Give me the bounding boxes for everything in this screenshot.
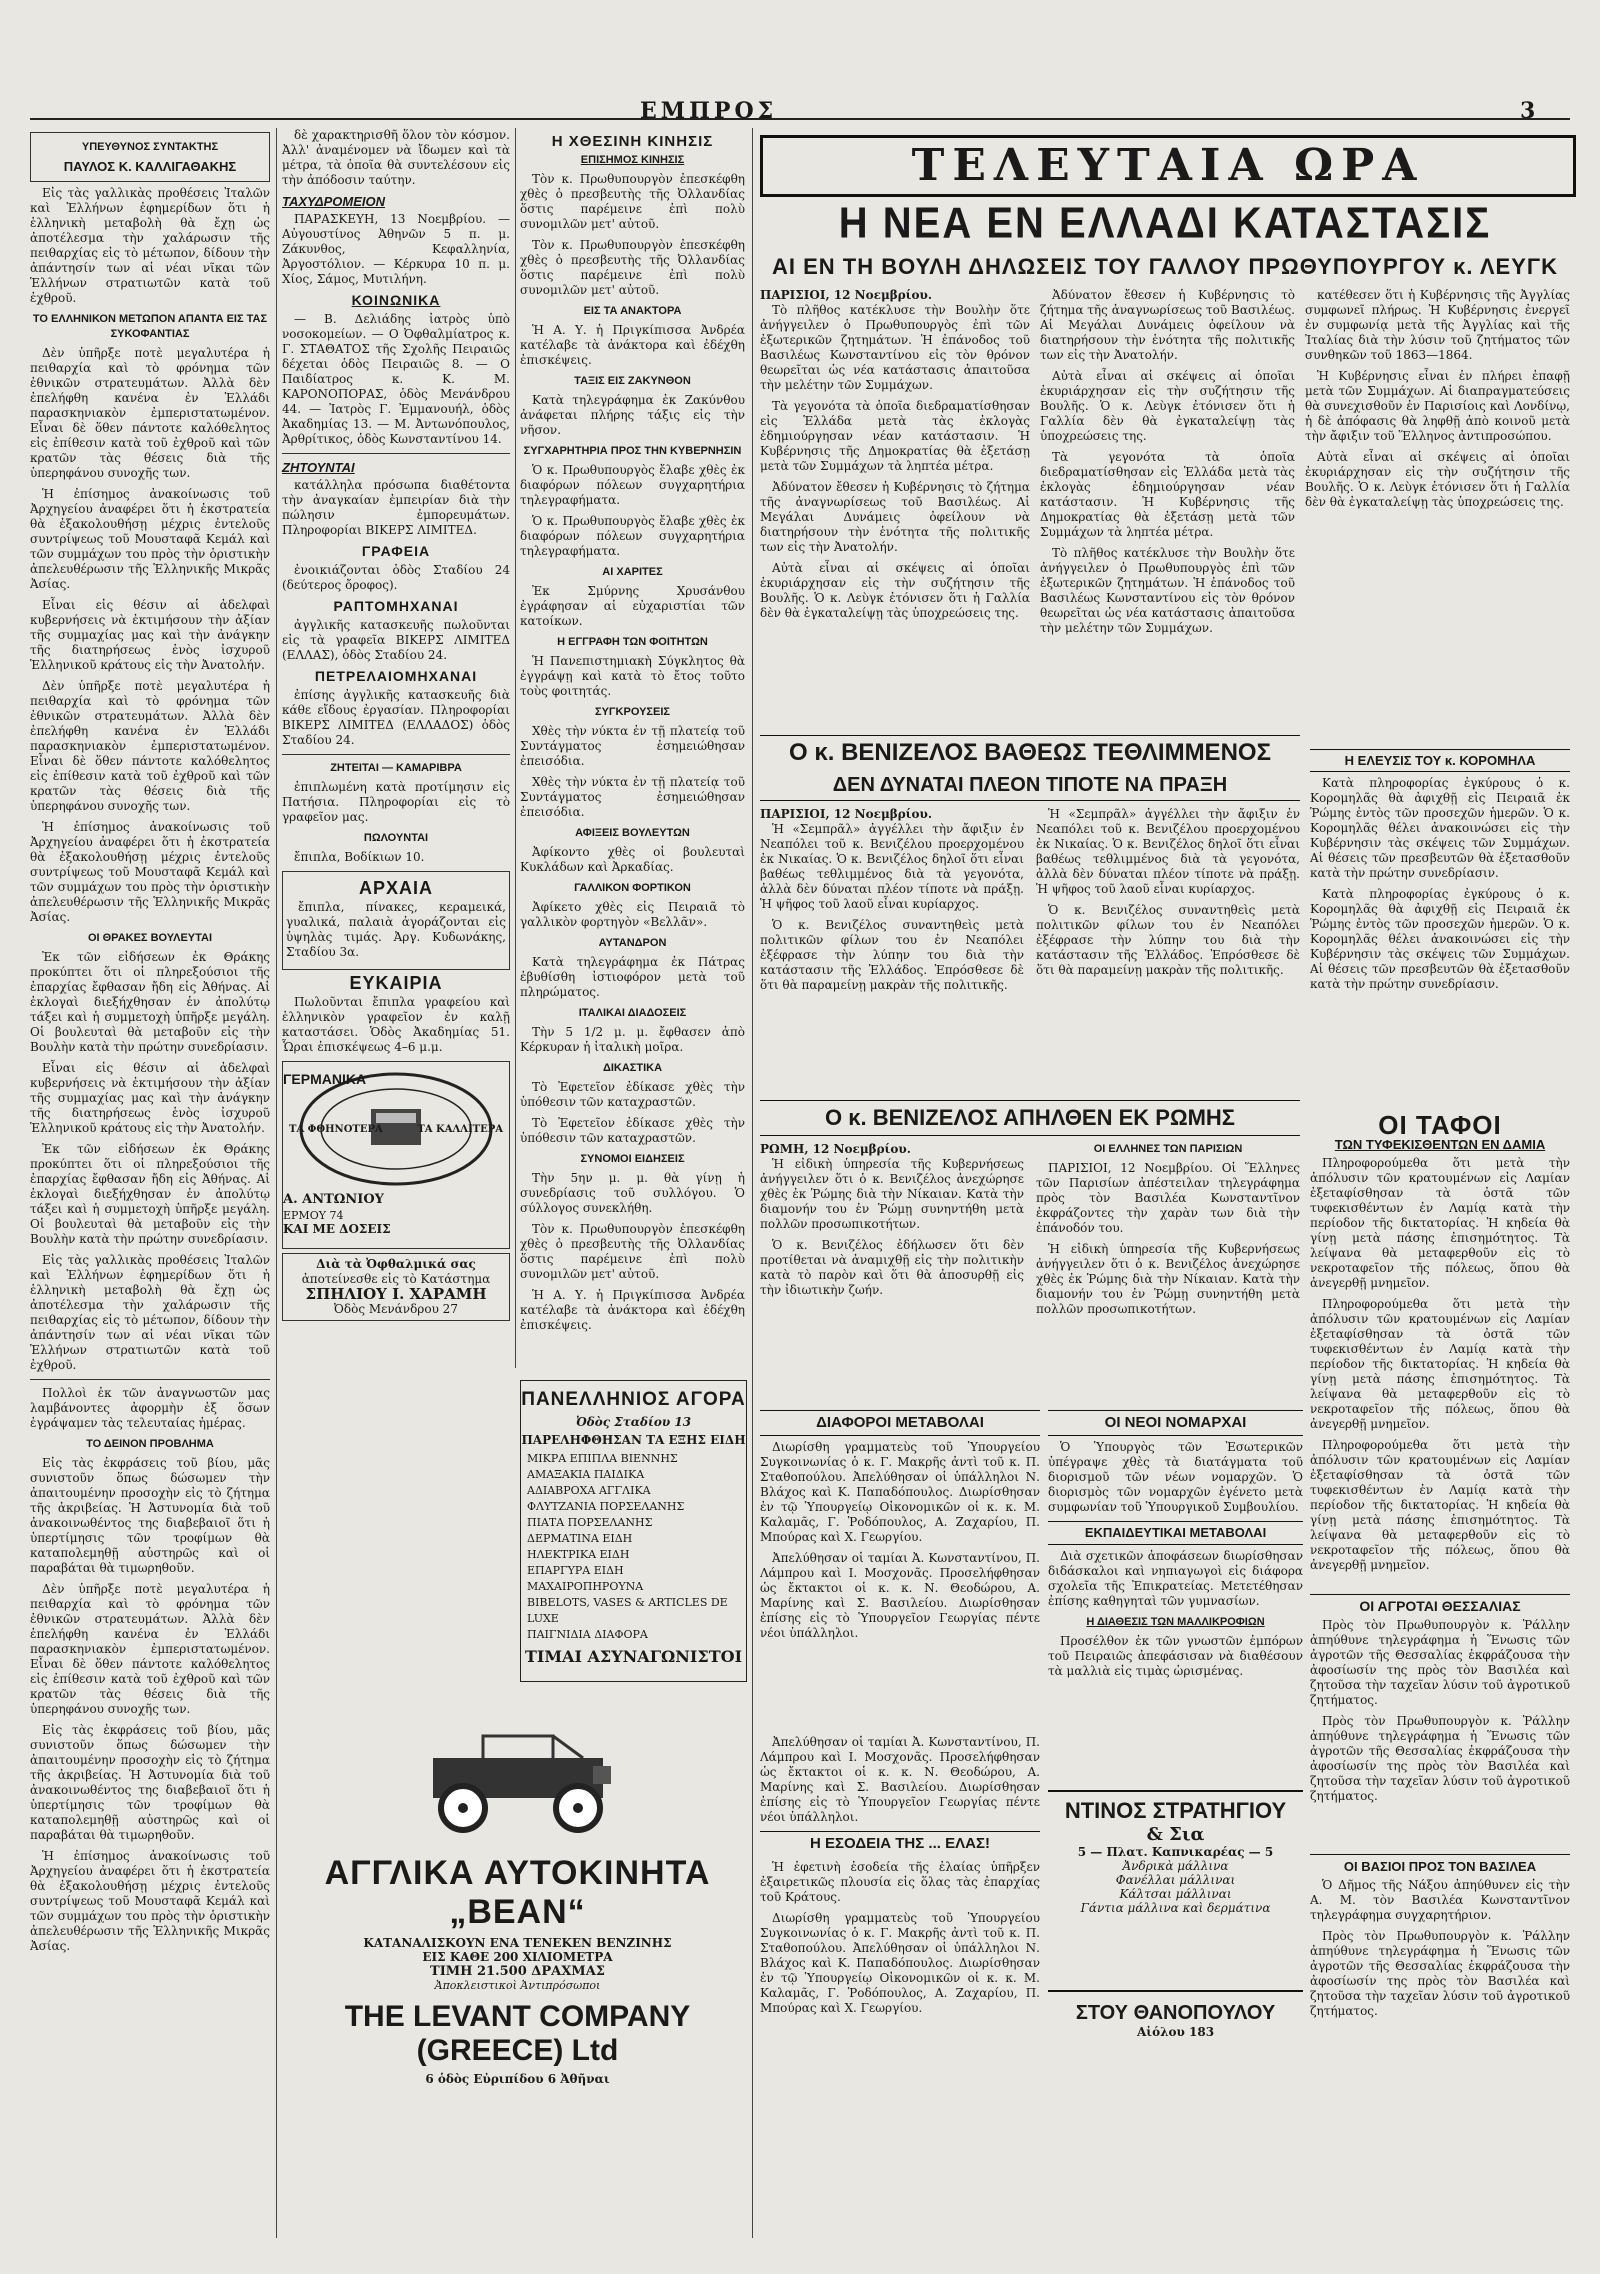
col1-para: Πολλοὶ ἐκ τῶν ἀναγνωστῶν μας λαμβάνοντες ἀφορμὴν ἐξ ὅσων ἐγράψαμεν τὰς τελευταίας ἡμέρας.: [30, 1386, 270, 1430]
king-article: [1310, 1850, 1570, 2070]
optical-ad: [282, 1253, 510, 1321]
news-heading: ΟΙ ΕΛΛΗΝΕΣ ΤΩΝ ΠΑΡΙΣΙΩΝ: [1093, 1143, 1243, 1155]
post-text: ΠΑΡΑΣΚΕΥΗ, 13 Νοεμβρίου. — Αὐγουστίνος Ἀθηνῶν 5 π. μ. Ζάκυνθος, Κεφαλληνία, Ἀργοστόλιον. — Κέρκυρα 10 π. μ. Χίος, Σάμος, Μυτιλήνη.: [282, 212, 510, 286]
news-heading: ΕΙΣ ΤΑ ΑΝΑΚΤΟΡΑ: [583, 305, 682, 317]
article-heading: Η ΕΣΟΔΕΙΑ ΤΗΣ ... ΕΛΑΣ!: [760, 1831, 1040, 1856]
news-text: Τὸ Ἐφετεῖον ἐδίκασε χθὲς τὴν ὑπόθεσιν τῶν καταχραστῶν.: [520, 1080, 745, 1109]
section-heading: Η ΧΘΕΣΙΝΗ ΚΙΝΗΣΙΣ: [551, 133, 714, 150]
market-item: BIBELOTS, VASES & ARTICLES DE LUXE: [527, 1596, 728, 1625]
article-text: Ἡ «Σεμπρᾶλ» ἀγγέλλει τὴν ἄφιξιν ἐν Νεαπόλει τοῦ κ. Βενιζέλου προερχομένου ἐκ Νικαίας. Ὁ κ. Βενιζέλος δηλοῖ ὅτι εἶναι βαθέως τεθλιμμένος διὰ τὰ γεγονότα, ἀλλὰ δὲν δύναται πλέον τίποτε νὰ πράξῃ. Ἡ ψῆφος τοῦ λαοῦ εἶναι κυρίαρχος.: [760, 822, 1024, 911]
divider: [282, 754, 510, 755]
market-item: ΔΕΡΜΑΤΙΝΑ ΕΙΔΗ: [527, 1532, 633, 1545]
graves-article: [1310, 1110, 1570, 1580]
optical-line: Ὀδὸς Μενάνδρου 27: [334, 1302, 458, 1316]
article-text: Πρὸς τὸν Πρωθυπουργὸν κ. Ῥάλλην ἀπηύθυνε τηλεγράφημα ἡ Ἕνωσις τῶν ἀγροτῶν τῆς Θεσσαλίας ἐκφράζουσα τὴν ἀφοσίωσίν της πρὸς τὸν Βασιλέα καὶ ζητοῦσα τὴν ταχεῖαν λύσιν τοῦ ἀγροτικοῦ ζητήματος.: [1310, 1618, 1570, 1707]
classified-text: ἐπίσης ἀγγλικῆς κατασκευῆς διὰ κάθε εἴδους ἐργασίαν. Πληροφορίαι ΒΙΚΕΡΣ ΛΙΜΙΤΕΔ (ΕΛΛΑΔΟΣ) ὁδὸς Σταδίου 24.: [282, 688, 510, 747]
news-text: Κατὰ τηλεγράφημα ἐκ Ζακύνθου ἀνάφεται πλήρης τάξις εἰς τὴν νῆσον.: [520, 393, 745, 437]
article-text: Κατὰ πληροφορίας ἐγκύρους ὁ κ. Κορομηλᾶς θὰ ἀφιχθῇ εἰς Πειραιᾶ ἐκ Ῥώμης ἐντὸς τῶν προσεχῶν ἡμερῶν. Ὁ κ. Κορομηλᾶς θέλει ἀνακοινώσει εἰς τὴν Κυβέρνησιν τὰς σκέψεις τῶν Συμμάχων. Αἱ θέσεις τῶν πρεσβευτῶν θὰ ἐξετασθοῦν κατὰ τὴν πρώτην συνεδρίασιν.: [1310, 887, 1570, 991]
stamp-tag: ΤΑ ΚΑΛΛΙΤΕΡΑ: [417, 1124, 503, 1135]
col2-para: δὲ χαρακτηρισθῆ ὅλον τὸν κόσμον. Ἀλλ' ἀναμένομεν νὰ ἴδωμεν καὶ τὰ μέτρα, τὰ ὁποῖα θὰ συντελέσουν εἰς τὴν ἀπόδοσιν ταύτην.: [282, 128, 510, 187]
subheading: ΕΠΙΣΗΜΟΣ ΚΙΝΗΣΙΣ: [580, 154, 685, 166]
col1-para: Δὲν ὑπῆρξε ποτὲ μεγαλυτέρα ἡ πειθαρχία καὶ τὸ φρόνημα τῶν ἐθνικῶν στρατευμάτων. Ἀλλὰ δὲν ἐπελήφθη κανένα ἐν Ἑλλάδι παρασκηνιακὸν ἐμπεριστατωμένον. Εἶναι δὲ ὅθεν πάντοτε καλόθελητος εἰς ἐπίθεσιν κατὰ τοῦ ἐχθροῦ καὶ τῶν κρατῶν τὰς θέσεις διὰ τῆς ὑπερηφάνου συνοχῆς των.: [30, 346, 270, 480]
article-text: Ὁ κ. Βενιζέλος συναντηθεὶς μετὰ πολιτικῶν φίλων του ἐν Νεαπόλει ἐξέφρασε τὴν λύπην του διὰ τὴν κατάστασιν τῆς Ἑλλάδος. Ἐπρόσθεσε δὲ ὅτι θὰ παραμείνῃ μακρὰν τῆς πολιτικῆς.: [1036, 903, 1300, 977]
article-text: Τὰ γεγονότα τὰ ὁποῖα διεδραματίσθησαν εἰς Ἑλλάδα μετὰ τὰς ἐκλογὰς ἐδημιούργησαν νέαν κατάστασιν. Ἡ Κυβέρνησις τῆς Δημοκρατίας θὰ ἐξετάσῃ μετὰ τῶν Συμμάχων τὰ ληπτέα μέτρα.: [1040, 450, 1295, 539]
news-text: Ἡ Α. Υ. ἡ Πριγκίπισσα Ἀνδρέα κατέλαβε τὰ ἀνάκτορα καὶ ἐδέχθη ἐπισκέψεις.: [520, 1288, 745, 1332]
car-ad: [290, 1710, 745, 2086]
misc-article: [760, 1410, 1040, 1730]
news-heading: ΣΥΓΚΡΟΥΣΕΙΣ: [594, 706, 670, 718]
column-rule: [276, 128, 277, 2238]
article-heading: ΟΙ ΑΓΡΟΤΑΙ ΘΕΣΣΑΛΙΑΣ: [1310, 1594, 1570, 1614]
market-item: ΜΙΚΡΑ ΕΠΙΠΛΑ ΒΙΕΝΝΗΣ: [527, 1452, 678, 1465]
car-line: ΚΑΤΑΝΑΛΙΣΚΟΥΝ ΕΝΑ ΤΕΝΕΚΕΝ ΒΕΝΖΙΝΗΣ: [363, 1936, 672, 1950]
article-heading: ΟΙ ΒΑΣΙΟΙ ΠΡΟΣ ΤΟΝ ΒΑΣΙΛΕΑ: [1310, 1854, 1570, 1874]
car-address: 6 ὁδὸς Εὐριπίδου 6 Ἀθῆναι: [425, 2072, 610, 2086]
venizelos-article-2: [760, 1100, 1300, 1400]
article-text: Αὐτὰ εἶναι αἱ σκέψεις αἱ ὁποῖαι ἐκυριάρχησαν εἰς τὴν συζήτησιν τῆς Βουλῆς. Ὁ κ. Λεὺγκ ἐτόνισεν ὅτι ἡ Γαλλία δὲν θὰ ἐγκαταλείψῃ τὰς ὑποχρεώσεις της.: [760, 561, 1030, 620]
classified-heading: ΠΕΤΡΕΛΑΙΟΜΗΧΑΝΑΙ: [314, 668, 478, 684]
staff-box: [30, 132, 270, 182]
classified-text: ἔπιπλα, Βοδίκιων 10.: [294, 850, 425, 864]
article-text: Ἀδύνατον ἔθεσεν ἡ Κυβέρνησις τὸ ζήτημα τῆς ἀναγνωρίσεως τοῦ Βασιλέως. Αἱ Μεγάλαι Δυνάμεις ὀφείλουν νὰ διατηρήσουν τὴν ἑνότητα τῆς πολιτικῆς των εἰς τὴν Ἀνατολήν.: [1040, 288, 1295, 362]
article-columns: [760, 807, 1300, 1087]
col1-para: Δὲν ὑπῆρξε ποτὲ μεγαλυτέρα ἡ πειθαρχία καὶ τὸ φρόνημα τῶν ἐθνικῶν στρατευμάτων. Ἀλλὰ δὲν ἐπελήφθη κανένα ἐν Ἑλλάδι παρασκηνιακὸν ἐμπεριστατωμένον. Εἶναι δὲ ὅθεν πάντοτε καλόθελητος εἰς ἐπίθεσιν κατὰ τοῦ ἐχθροῦ καὶ τῶν κρατῶν τὰς θέσεις διὰ τῆς ὑπερηφάνου συνοχῆς των.: [30, 679, 270, 813]
classified-heading: ΡΑΠΤΟΜΗΧΑΝΑΙ: [333, 598, 459, 614]
article-text: Ἀδύνατον ἔθεσεν ἡ Κυβέρνησις τὸ ζήτημα τῆς ἀναγνωρίσεως τοῦ Βασιλέως. Αἱ Μεγάλαι Δυνάμεις ὀφείλουν νὰ διατηρήσουν τὴν ἑνότητα τῆς πολιτικῆς των εἰς τὴν Ἀνατολήν.: [760, 480, 1030, 554]
article-text: Ἡ «Σεμπρᾶλ» ἀγγέλλει τὴν ἄφιξιν ἐν Νεαπόλει τοῦ κ. Βενιζέλου προερχομένου ἐκ Νικαίας. Ὁ κ. Βενιζέλος δηλοῖ ὅτι εἶναι βαθέως τεθλιμμένος διὰ τὰ γεγονότα, ἀλλὰ δὲν δύναται πλέον τίποτε νὰ πράξῃ. Ἡ ψῆφος τοῦ λαοῦ εἶναι κυρίαρχος.: [1036, 807, 1300, 896]
shop-ad: [1048, 1790, 1303, 1982]
article-text: Ἀπελύθησαν οἱ ταμίαι Ἀ. Κωνσταντίνου, Π. Λάμπρου καὶ Ι. Μοσχονᾶς. Προσελήφθησαν ὡς ἔκτακτοι οἱ κ. κ. Ν. Θεοδώρου, Α. Μαρίνης καὶ Σ. Βασιλείου. Διωρίσθησαν ἐπίσης εἰς τὸ Ὑπουργεῖον Γεωργίας πέντε νέοι ὑπάλληλοι.: [760, 1551, 1040, 1640]
column-1: [30, 128, 270, 2248]
market-ad: [520, 1380, 747, 1682]
article-heading: Η ΔΙΑΘΕΣΙΣ ΤΩΝ ΜΑΛΛΙΚΡΟΦΙΩΝ: [1086, 1616, 1265, 1628]
column-rule: [752, 128, 753, 2238]
article-text: Τὸ πλῆθος κατέκλυσε τὴν Βουλὴν ὅτε ἀνήγγειλεν ὁ Πρωθυπουργὸς ἐπὶ τῶν ἐξωτερικῶν ζητημάτων. Ἡ ἐπάνοδος τοῦ Βασιλέως Κωνσταντίνου εἰς τὸν θρόνον θεωρεῖται ὡς νέα κατάστασις ἀπαιτοῦσα τὴν μελέτην τῶν Συμμάχων.: [1040, 546, 1295, 635]
optical-line: ΣΠΗΛΙΟΥ Ι. ΧΑΡΑΜΗ: [305, 1285, 487, 1303]
col1-para: Δὲν ὑπῆρξε ποτὲ μεγαλυτέρα ἡ πειθαρχία καὶ τὸ φρόνημα τῶν ἐθνικῶν στρατευμάτων. Ἀλλὰ δὲν ἐπελήφθη κανένα ἐν Ἑλλάδι παρασκηνιακὸν ἐμπεριστατωμένον. Εἶναι δὲ ὅθεν πάντοτε καλόθελητος εἰς ἐπίθεσιν κατὰ τοῦ ἐχθροῦ καὶ τῶν κρατῶν τὰς θέσεις διὰ τῆς ὑπερηφάνου συνοχῆς των.: [30, 1582, 270, 1716]
car-line: ΕΙΣ ΚΑΘΕ 200 ΧΙΛΙΟΜΕΤΡΑ: [422, 1950, 613, 1964]
news-heading: ΑΙ ΧΑΡΙΤΕΣ: [602, 566, 663, 578]
news-text: Ἀφίκετο χθὲς εἰς Πειραιᾶ τὸ γαλλικὸν φορτηγὸν «Βελλᾶν».: [520, 900, 745, 929]
post-heading: ΤΑΧΥΔΡΟΜΕΙΟΝ: [282, 194, 385, 209]
side-heading: ΟΙ ΘΡΑΚΕΣ ΒΟΥΛΕΥΤΑΙ: [87, 932, 213, 944]
classified-text: ἀγγλικῆς κατασκευῆς πωλοῦνται εἰς τὰ γραφεῖα ΒΙΚΕΡΣ ΛΙΜΙΤΕΔ (ΕΛΛΑΣ), ὁδὸς Σταδίου 24.: [282, 618, 510, 662]
col1-para: Ἡ ἐπίσημος ἀνακοίνωσις τοῦ Ἀρχηγείου ἀναφέρει ὅτι ἡ ἐκστρατεία θὰ ἐξακολουθήσῃ μέχρις ἐντελοῦς συντρίψεως τοῦ Μουσταφᾶ Κεμάλ καὶ τῶν συμμάχων του πρὸς τὴν ὁριστικὴν ἀπελευθέρωσιν τῆς Ἑλληνικῆς Μικρᾶς Ἀσίας.: [30, 487, 270, 591]
shop-address: 5 — Πλατ. Καπνικαρέας — 5: [1077, 1845, 1274, 1859]
article-text: Πληροφορούμεθα ὅτι μετὰ τὴν ἀπόλυσιν τῶν κρατουμένων εἰς Λαμίαν ἐξεταφίσθησαν τὰ ὀστᾶ τῶν τυφεκισθέντων ἐν Λαμίᾳ κατὰ τὴν περίοδον τῆς δικτατορίας. Ἡ κηδεία θὰ γίνῃ μετὰ πάσης ἐπισημότητος. Τὰ λείψανα θὰ μεταφερθοῦν εἰς τὸ νεκροταφεῖον τῆς πόλεως, ὅπου θὰ ἀνεγερθῇ μνημεῖον.: [1310, 1297, 1570, 1431]
article-text: Διὰ σχετικῶν ἀποφάσεων διωρίσθησαν διδάσκαλοι καὶ νηπιαγωγοὶ εἰς διάφορα σχολεῖα τῆς Ἐπικρατείας. Μετετέθησαν ἐπίσης καθηγηταὶ τῶν γυμνασίων.: [1048, 1549, 1303, 1608]
article-text: Τὸ πλῆθος κατέκλυσε τὴν Βουλὴν ὅτε ἀνήγγειλεν ὁ Πρωθυπουργὸς ἐπὶ τῶν ἐξωτερικῶν ζητημάτων. Ἡ ἐπάνοδος τοῦ Βασιλέως Κωνσταντίνου εἰς τὸν θρόνον θεωρεῖται ὡς νέα κατάστασις ἀπαιτοῦσα τὴν μελέτην τῶν Συμμάχων.: [760, 303, 1030, 392]
col3-para: Τὸν κ. Πρωθυπουργὸν ἐπεσκέφθη χθὲς ὁ πρεσβευτὴς τῆς Ὀλλανδίας ὅστις παρέμεινε ἐπὶ πολὺ συνομιλῶν μετ' αὐτοῦ.: [520, 172, 745, 231]
news-heading: ΔΙΚΑΣΤΙΚΑ: [602, 1062, 663, 1074]
sub-headline: ΑΙ ΕΝ ΤΗ ΒΟΥΛΗ ΔΗΛΩΣΕΙΣ ΤΟΥ ΓΑΛΛΟΥ ΠΡΩΘΥΠΟΥΡΓΟΥ κ. ΛΕΥΓΚ: [772, 254, 1558, 279]
article-text: Ὁ κ. Βενιζέλος συναντηθεὶς μετὰ πολιτικῶν φίλων του ἐν Νεαπόλει ἐξέφρασε τὴν λύπην του διὰ τὴν κατάστασιν τῆς Ἑλλάδος. Ἐπρόσθεσε δὲ ὅτι θὰ παραμείνῃ μακρὰν τῆς πολιτικῆς.: [760, 918, 1024, 992]
classified-heading: ΠΩΛΟΥΝΤΑΙ: [363, 832, 429, 844]
article-heading: ΟΙ ΝΕΟΙ ΝΟΜΑΡΧΑΙ: [1048, 1410, 1303, 1436]
article-text: Πρὸς τὸν Πρωθυπουργὸν κ. Ῥάλλην ἀπηύθυνε τηλεγράφημα ἡ Ἕνωσις τῶν ἀγροτῶν τῆς Θεσσαλίας ἐκφράζουσα τὴν ἀφοσίωσίν της πρὸς τὸν Βασιλέα καὶ ζητοῦσα τὴν ταχεῖαν λύσιν τοῦ ἀγροτικοῦ ζητήματος.: [1310, 1714, 1570, 1803]
news-text: Ἐκ Σμύρνης Χρυσάνθου ἐγράφησαν αἱ εὐχαριστίαι τῶν κατοίκων.: [520, 584, 745, 628]
market-item: ΜΑΧΑΙΡΟΠΗΡΟΥΝΑ: [527, 1580, 644, 1593]
car-illustration: [393, 1718, 643, 1838]
side-heading: ΤΟ ΕΛΛΗΝΙΚΟΝ ΜΕΤΩΠΟΝ ΑΠΑΝΤΑ ΕΙΣ ΤΑΣ ΣΥΚΟΦΑΝΤΙΑΣ: [32, 313, 268, 340]
col1-para: Ἡ ἐπίσημος ἀνακοίνωσις τοῦ Ἀρχηγείου ἀναφέρει ὅτι ἡ ἐκστρατεία θὰ ἐξακολουθήσῃ μέχρις ἐντελοῦς συντρίψεως τοῦ Μουσταφᾶ Κεμάλ καὶ τῶν συμμάχων του πρὸς τὴν ὁριστικὴν ἀπελευθέρωσιν τῆς Ἑλληνικῆς Μικρᾶς Ἀσίας.: [30, 1849, 270, 1953]
classified-text: ἐπιπλωμένη κατὰ προτίμησιν εἰς Πατήσια. Πληροφορίαι εἰς τὸ γραφεῖον μας.: [282, 780, 510, 824]
news-text: Τὴν 5ην μ. μ. θὰ γίνῃ ἡ συνεδρίασις τοῦ συλλόγου. Ὁ σύλλογος συνεκλήθη.: [520, 1171, 745, 1215]
article-text: Ὁ Δῆμος τῆς Νάξου ἀπηύθυνεν εἰς τὴν Α. Μ. τὸν Βασιλέα Κωνσταντῖνον τηλεγράφημα συγχαρητήριον.: [1310, 1878, 1570, 1922]
news-text: Τὸν κ. Πρωθυπουργὸν ἐπεσκέφθη χθὲς ὁ πρεσβευτὴς τῆς Ὀλλανδίας ὅστις παρέμεινε ἐπὶ πολὺ συνομιλῶν μετ' αὐτοῦ.: [520, 1222, 745, 1281]
news-heading: ΙΤΑΛΙΚΑΙ ΔΙΑΔΟΣΕΙΣ: [578, 1007, 687, 1019]
article-text: Ἡ εἰδικὴ ὑπηρεσία τῆς Κυβερνήσεως ἀνήγγειλεν ὅτι ὁ κ. Βενιζέλος ἀνεχώρησε χθὲς ἐκ Ῥώμης διὰ τὴν Νίκαιαν. Κατὰ τὴν διαμονήν του ἐν Ῥώμῃ συνηντήθη μετὰ πολλῶν προσωπικοτήτων.: [1036, 1242, 1300, 1316]
article-text: Πληροφορούμεθα ὅτι μετὰ τὴν ἀπόλυσιν τῶν κρατουμένων εἰς Λαμίαν ἐξεταφίσθησαν τὰ ὀστᾶ τῶν τυφεκισθέντων ἐν Λαμίᾳ κατὰ τὴν περίοδον τῆς δικτατορίας. Ἡ κηδεία θὰ γίνῃ μετὰ πάσης ἐπισημότητος. Τὰ λείψανα θὰ μεταφερθοῦν εἰς τὸ νεκροταφεῖον τῆς πόλεως, ὅπου θὰ ἀνεγερθῇ μνημεῖον.: [1310, 1438, 1570, 1572]
col1-para: Εἶναι εἰς θέσιν αἱ ἀδελφαὶ κυβερνήσεις νὰ ἐκτιμήσουν τὴν ἀξίαν τῆς συμμαχίας μας καὶ τὴν ἀνάγκην τῆς διατηρήσεως ἑνὸς ἰσχυροῦ Ἑλληνικοῦ κράτους εἰς τὴν Ἀνατολήν.: [30, 1061, 270, 1135]
news-text: Κατὰ τηλεγράφημα ἐκ Πάτρας ἐβυθίσθη ἰστιοφόρον μετὰ τοῦ πληρώματος.: [520, 955, 745, 999]
news-text: Χθὲς τὴν νύκτα ἐν τῇ πλατείᾳ τοῦ Συντάγματος ἐσημειώθησαν ἐπεισόδια.: [520, 724, 745, 768]
news-heading: ΤΑΞΙΣ ΕΙΣ ΖΑΚΥΝΘΟΝ: [574, 375, 691, 387]
car-title: ΑΓΓΛΙΚΑ ΑΥΤΟΚΙΝΗΤΑ „BEAN“: [324, 1854, 711, 1931]
page-number: 3: [1520, 98, 1536, 124]
news-text: Ἡ Α. Υ. ἡ Πριγκίπισσα Ἀνδρέα κατέλαβε τὰ ἀνάκτορα καὶ ἐδέχθη ἐπισκέψεις.: [520, 323, 745, 367]
classified-heading: ΖΗΤΟΥΝΤΑΙ: [282, 460, 355, 475]
article-text: Αὐτὰ εἶναι αἱ σκέψεις αἱ ὁποῖαι ἐκυριάρχησαν εἰς τὴν συζήτησιν τῆς Βουλῆς. Ὁ κ. Λεὺγκ ἐτόνισεν ὅτι ἡ Γαλλία δὲν θὰ ἐγκαταλείψῃ τὰς ὑποχρεώσεις της.: [1305, 450, 1570, 509]
news-text: Τὸ Ἐφετεῖον ἐδίκασε χθὲς τὴν ὑπόθεσιν τῶν καταχραστῶν.: [520, 1116, 745, 1145]
col1-para: Εἰς τὰς ἐκφράσεις τοῦ βίου, μᾶς συνιστοῦν ὅπως δώσωμεν τὴν ἀπαιτουμένην προσοχὴν εἰς τὸ ζήτημα τῆς ἀκριβείας. Ἡ Ἀστυνομία διὰ τοῦ ἀνακοινωθέντος της διαβεβαιοῖ ὅτι ἡ ὑπερτίμησις τῶν τροφίμων θὰ καταπολεμηθῇ αὐστηρῶς καὶ οἱ παραβάται θὰ τιμωρηθοῦν.: [30, 1456, 270, 1575]
article-text: Ὁ κ. Βενιζέλος ἐδήλωσεν ὅτι δὲν προτίθεται νὰ ἀναμιχθῇ εἰς τὴν πολιτικὴν κατὰ τὸ παρὸν καὶ ὅτι θὰ ἀποσυρθῇ εἰς τὴν ἰδιωτικὴν ζωήν.: [760, 1238, 1024, 1297]
market-address: Ὀδὸς Σταδίου 13: [575, 1415, 692, 1429]
shop-line: Φανέλλαι μάλλιναι: [1115, 1873, 1236, 1887]
classified-text: κατάλληλα πρόσωπα διαθέτοντα τὴν ἀναγκαίαν ἐμπειρίαν διὰ τὴν πώλησιν ἐμπορευμάτων. Πληροφορίαι ΒΙΚΕΡΣ ΛΙΜΙΤΕΔ.: [282, 478, 510, 537]
shop-line: Ἀνδρικὰ μάλλινα: [1122, 1859, 1229, 1873]
market-subtitle: ΠΑΡΕΛΗΦΘΗΣΑΝ ΤΑ ΕΞΗΣ ΕΙΔΗ: [521, 1433, 746, 1447]
article-heading: ΕΚΠΑΙΔΕΥΤΙΚΑΙ ΜΕΤΑΒΟΛΑΙ: [1048, 1521, 1303, 1545]
column-3: [520, 128, 745, 1368]
col1-para: Εἶναι εἰς θέσιν αἱ ἀδελφαὶ κυβερνήσεις νὰ ἐκτιμήσουν τὴν ἀξίαν τῆς συμμαχίας μας καὶ τὴν ἀνάγκην τῆς διατηρήσεως ἑνὸς ἰσχυροῦ Ἑλληνικοῦ κράτους εἰς τὴν Ἀνατολήν.: [30, 598, 270, 672]
main-headline: Η ΝΕΑ ΕΝ ΕΛΛΑΔΙ ΚΑΤΑΣΤΑΣΙΣ: [838, 198, 1492, 248]
divider: [30, 1379, 270, 1380]
col1-para: Ἡ ἐπίσημος ἀνακοίνωσις τοῦ Ἀρχηγείου ἀναφέρει ὅτι ἡ ἐκστρατεία θὰ ἐξακολουθήσῃ μέχρις ἐντελοῦς συντρίψεως τοῦ Μουσταφᾶ Κεμάλ καὶ τῶν συμμάχων του πρὸς τὴν ὁριστικὴν ἀπελευθέρωσιν τῆς Ἑλληνικῆς Μικρᾶς Ἀσίας.: [30, 820, 270, 924]
article-text: Πληροφορούμεθα ὅτι μετὰ τὴν ἀπόλυσιν τῶν κρατουμένων εἰς Λαμίαν ἐξεταφίσθησαν τὰ ὀστᾶ τῶν τυφεκισθέντων ἐν Λαμίᾳ κατὰ τὴν περίοδον τῆς δικτατορίας. Ἡ κηδεία θὰ γίνῃ μετὰ πάσης ἐπισημότητος. Τὰ λείψανα θὰ μεταφερθοῦν εἰς τὸ νεκροταφεῖον τῆς πόλεως, ὅπου θὰ ἀνεγερθῇ μνημεῖον.: [1310, 1156, 1570, 1290]
stamp-address: ΕΡΜΟΥ 74: [283, 1209, 344, 1222]
article-text: ΠΑΡΙΣΙΟΙ, 12 Νοεμβρίου. Οἱ Ἕλληνες τῶν Παρισίων ἀπέστειλαν τηλεγράφημα πρὸς τὸν Βασιλέα Κωνσταντῖνον ἐκφράζοντες τὴν χαρὰν των διὰ τὴν ἐπάνοδόν του.: [1036, 1161, 1300, 1235]
article-text: Πρὸς τὸν Πρωθυπουργὸν κ. Ῥάλλην ἀπηύθυνε τηλεγράφημα ἡ Ἕνωσις τῶν ἀγροτῶν τῆς Θεσσαλίας ἐκφράζουσα τὴν ἀφοσίωσίν της πρὸς τὸν Βασιλέα καὶ ζητοῦσα τὴν ταχεῖαν λύσιν τοῦ ἀγροτικοῦ ζητήματος.: [1310, 1929, 1570, 2018]
car-line: ΤΙΜΗ 21.500 ΔΡΑΧΜΑΣ: [430, 1964, 605, 1979]
market-item: ΦΛΥΤΖΑΝΙΑ ΠΟΡΣΕΛΑΝΗΣ: [527, 1500, 685, 1513]
news-text: Χθὲς τὴν νύκτα ἐν τῇ πλατείᾳ τοῦ Συντάγματος ἐσημειώθησαν ἐπεισόδια.: [520, 775, 745, 819]
article-text: Ὁ Ὑπουργὸς τῶν Ἐσωτερικῶν ὑπέγραψε χθὲς τὰ διατάγματα τοῦ διορισμοῦ τῶν νέων νομαρχῶν. Ὁ διορισμὸς τῶν νομαρχῶν ἐγένετο μετὰ συμφωνίαν τοῦ Ὑπουργικοῦ Συμβουλίου.: [1048, 1440, 1303, 1514]
article-text: Αὐτὰ εἶναι αἱ σκέψεις αἱ ὁποῖαι ἐκυριάρχησαν εἰς τὴν συζήτησιν τῆς Βουλῆς. Ὁ κ. Λεὺγκ ἐτόνισεν ὅτι ἡ Γαλλία δὲν θὰ ἐγκαταλείψῃ τὰς ὑποχρεώσεις της.: [1040, 369, 1295, 443]
right-col-a: [760, 288, 1030, 728]
news-text: Τὴν 5 1/2 μ. μ. ἔφθασεν ἀπὸ Κέρκυραν ἡ ἰταλικὴ μοῖρα.: [520, 1025, 745, 1054]
banner-headline: ΤΕΛΕΥΤΑΙΑ ΩΡΑ: [760, 135, 1576, 197]
news-text: Ὁ κ. Πρωθυπουργὸς ἔλαβε χθὲς ἐκ διαφόρων πόλεων συγχαρητήρια τηλεγραφήματα.: [520, 514, 745, 558]
shop-name: ΝΤΙΝΟΣ ΣΤΡΑΤΗΓΙΟΥ: [1064, 1798, 1287, 1823]
stamp-name: Α. ΑΝΤΩΝΙΟΥ: [283, 1192, 384, 1207]
classified-text: ἐνοικιάζονται ὁδὸς Σταδίου 24 (δεύτερος ὄροφος).: [282, 563, 510, 592]
article-text: Ἡ ἐφετινὴ ἐσοδεία τῆς ἐλαίας ὑπῆρξεν ἐξαιρετικῶς πλουσία εἰς ὅλας τὰς ἐπαρχίας τοῦ Κράτους.: [760, 1860, 1040, 1904]
shop2-ad: [1048, 1990, 1303, 2072]
optical-line: Διὰ τὰ Ὀφθαλμικά σας: [316, 1257, 476, 1271]
news-text: Ἀφίκοντο χθὲς οἱ βουλευταὶ Κυκλάδων καὶ Ἀρκαδίας.: [520, 845, 745, 874]
stamp-brand: ΓΕΡΜΑΝΙΚΑ: [283, 1071, 367, 1087]
masthead-name: ΕΜΠΡΟΣ: [640, 98, 778, 124]
col1-para: Εἰς τὰς γαλλικὰς προθέσεις Ἰταλῶν καὶ Ἑλλήνων ἐφημερίδων ὅτι ἡ ἑλληνικὴ μεταβολὴ θὰ ἔχῃ ὡς ἀποτέλεσμα τὴν χαλάρωσιν τῆς πειθαρχίας εἰς τὸ μέτωπον, δίδουν τὴν ἀπάντησίν των αἱ νέαι νῖκαι τῶν Ἑλλήνων στρατιωτῶν κατὰ τοῦ ἐχθροῦ.: [30, 186, 270, 305]
nomarchs-article: [1048, 1410, 1303, 1770]
classified-heading: ΓΡΑΦΕΙΑ: [361, 543, 431, 559]
article-text: Διωρίσθη γραμματεὺς τοῦ Ὑπουργείου Συγκοινωνίας ὁ κ. Γ. Μακρῆς ἀντὶ τοῦ κ. Π. Σταθοπούλου. Ἀπελύθησαν οἱ ὑπάλληλοι Ν. Βλάχος καὶ Κ. Παπαδόπουλος. Διωρίσθησαν ἐν τῷ Ὑπουργείῳ Οἰκονομικῶν οἱ κ. κ. Μ. Καλαμᾶς, Γ. Ῥοδόπουλος, Α. Ζαχαρίου, Π. Μπούρας καὶ Χ. Γεωργίου.: [760, 1440, 1040, 1544]
market-item: ΗΛΕΚΤΡΙΚΑ ΕΙΔΗ: [527, 1548, 630, 1561]
venizelos-article-1: [760, 735, 1300, 1095]
article-heading: Η ΕΛΕΥΣΙΣ ΤΟΥ κ. ΚΟΡΟΜΗΛΑ: [1310, 749, 1570, 772]
article-subheading: ΤΩΝ ΤΥΦΕΚΙΣΘΕΝΤΩΝ ΕΝ ΔΑΜΙΑ: [1334, 1137, 1546, 1152]
article-text: Διωρίσθη γραμματεὺς τοῦ Ὑπουργείου Συγκοινωνίας ὁ κ. Γ. Μακρῆς ἀντὶ τοῦ κ. Π. Σταθοπούλου. Ἀπελύθησαν οἱ ὑπάλληλοι Ν. Βλάχος καὶ Κ. Παπαδόπουλος. Διωρίσθησαν ἐν τῷ Ὑπουργείῳ Οἰκονομικῶν οἱ κ. κ. Μ. Καλαμᾶς, Γ. Ῥοδόπουλος, Α. Ζαχαρίου, Π. Μπούρας καὶ Χ. Γεωργίου.: [760, 1911, 1040, 2015]
farmers-article: [1310, 1590, 1570, 1840]
col1-para: Ἐκ τῶν εἰδήσεων ἐκ Θράκης προκύπτει ὅτι οἱ πληρεξούσιοι τῆς ἐπαρχίας ἔφθασαν ἤδη εἰς Ἀθήνας. Αἱ ἐκλογαὶ διεξήχθησαν ἐν ἀπολύτῳ τάξει καὶ ἡ συμμετοχὴ ὑπῆρξε μεγάλη. Οἱ βουλευταὶ θὰ μεταβοῦν εἰς τὴν Βουλὴν κατὰ τὴν πρώτην συνεδρίασιν.: [30, 1142, 270, 1246]
market-item: ΠΙΑΤΑ ΠΟΡΣΕΛΑΝΗΣ: [527, 1516, 653, 1529]
social-text: — Β. Δελιάδης ἰατρὸς ὑπὸ νοσοκομείων. — Ο Ὀφθαλμίατρος κ. Γ. ΣΤΑΘΑΤΟΣ τῆς Σχολῆς Πειραιῶς δέχεται ὁδὸς Πειραιῶς 8. — Ο Παιδίατρος κ. Κ. Μ. ΚΑΡΟΝΟΠΟΡΑΣ, ὁδὸς Μενάνδρου 44. — Ἰατρὸς Γ. Ἐμμανουήλ, ὁδὸς Ἀκαδημίας 13. — Μ. Ἀντωνόπουλος, Ἀρθρίτικος, ὁδὸς Κωνσταντίνου 14.: [282, 312, 510, 446]
eleusis-article: [1310, 745, 1570, 1105]
car-company: THE LEVANT COMPANY (GREECE) Ltd: [344, 2000, 691, 2067]
side-heading: ΤΟ ΔΕΙΝΟΝ ΠΡΟΒΛΗΜΑ: [86, 1438, 214, 1450]
col3-para: Τὸν κ. Πρωθυπουργὸν ἐπεσκέφθη χθὲς ὁ πρεσβευτὴς τῆς Ὀλλανδίας ὅστις παρέμεινε ἐπὶ πολὺ συνομιλῶν μετ' αὐτοῦ.: [520, 238, 745, 297]
news-heading: ΑΥΤΑΝΔΡΟΝ: [598, 937, 667, 949]
stamp-left: ΤΑ ΦΘΗΝΟΤΕΡΑ: [289, 1124, 383, 1135]
staff-name: ΠΑΥΛΟΣ Κ. ΚΑΛΛΙΓΑΘΑΚΗΣ: [63, 159, 237, 174]
article-heading: ΔΙΑΦΟΡΟΙ ΜΕΤΑΒΟΛΑΙ: [760, 1410, 1040, 1436]
news-heading: ΣΥΓΧΑΡΗΤΗΡΙΑ ΠΡΟΣ ΤΗΝ ΚΥΒΕΡΝΗΣΙΝ: [523, 445, 742, 457]
right-col-b: [1040, 288, 1295, 728]
news-text: Ὁ κ. Πρωθυπουργὸς ἔλαβε χθὲς ἐκ διαφόρων πόλεων συγχαρητήρια τηλεγραφήματα.: [520, 463, 745, 507]
social-heading: ΚΟΙΝΩΝΙΚΑ: [351, 292, 441, 308]
news-heading: ΑΦΙΞΕΙΣ ΒΟΥΛΕΥΤΩΝ: [575, 827, 690, 839]
masthead-rule: [30, 118, 1570, 120]
market-item: ΕΠΑΡΓΥΡΑ ΕΙΔΗ: [527, 1564, 624, 1577]
dateline: ΠΑΡΙΣΙΟΙ, 12 Νοεμβρίου.: [760, 288, 932, 302]
antiques-box: [282, 871, 510, 970]
classified-heading: ΑΡΧΑΙΑ: [358, 878, 433, 898]
article-text: Ἡ εἰδικὴ ὑπηρεσία τῆς Κυβερνήσεως ἀνήγγειλεν ὅτι ὁ κ. Βενιζέλος ἀνεχώρησε χθὲς ἐκ Ῥώμης διὰ τὴν Νίκαιαν. Κατὰ τὴν διαμονήν του ἐν Ῥώμῃ συνηντήθη μετὰ πολλῶν προσωπικοτήτων.: [760, 1157, 1024, 1231]
car-line: Ἀποκλειστικοὶ Ἀντιπρόσωποι: [434, 1979, 601, 1992]
article-columns: [760, 1142, 1300, 1382]
market-title: ΠΑΝΕΛΛΗΝΙΟΣ ΑΓΟΡΑ: [521, 1389, 746, 1410]
classified-text: ἔπιπλα, πίνακες, κεραμεικά, γυαλικά, παλαιὰ ἀγοράζονται εἰς ὑψηλὰς τιμάς. Ἀργ. Κυδωνάκης, Σταδίου 3α.: [286, 900, 506, 959]
news-heading: ΣΥΝΟΜΟΙ ΕΙΔΗΣΕΙΣ: [580, 1153, 685, 1165]
article-text: Κατὰ πληροφορίας ἐγκύρους ὁ κ. Κορομηλᾶς θὰ ἀφιχθῇ εἰς Πειραιᾶ ἐκ Ῥώμης ἐντὸς τῶν προσεχῶν ἡμερῶν. Ὁ κ. Κορομηλᾶς θέλει ἀνακοινώσει εἰς τὴν Κυβέρνησιν τὰς σκέψεις τῶν Συμμάχων. Αἱ θέσεις τῶν πρεσβευτῶν θὰ ἐξετασθοῦν κατὰ τὴν πρώτην συνεδρίασιν.: [1310, 776, 1570, 880]
optical-line: ἀποτείνεσθε εἰς τὸ Κατάστημα: [301, 1272, 491, 1286]
col1-para: Ἐκ τῶν εἰδήσεων ἐκ Θράκης προκύπτει ὅτι οἱ πληρεξούσιοι τῆς ἐπαρχίας ἔφθασαν ἤδη εἰς Ἀθήνας. Αἱ ἐκλογαὶ διεξήχθησαν ἐν ἀπολύτῳ τάξει καὶ ἡ συμμετοχὴ ὑπῆρξε μεγάλη. Οἱ βουλευταὶ θὰ μεταβοῦν εἰς τὴν Βουλὴν κατὰ τὴν πρώτην συνεδρίασιν.: [30, 950, 270, 1054]
divider: [282, 453, 510, 454]
news-heading: Η ΕΓΓΡΑΦΗ ΤΩΝ ΦΟΙΤΗΤΩΝ: [557, 636, 708, 648]
classified-text: Πωλοῦνται ἔπιπλα γραφείου καὶ ἑλληνικὸν γραφεῖον ἐν καλῇ καταστάσει. Ὁδὸς Ἀκαδημίας 51. Ὧραι ἐπισκέψεως 4–6 μ.μ.: [282, 995, 510, 1054]
article-text: Ἡ Κυβέρνησις εἶναι ἐν πλήρει ἐπαφῇ μετὰ τῶν Συμμάχων. Αἱ διαπραγματεύσεις θὰ συνεχισθοῦν ἐν Παρισίοις καὶ Λονδίνῳ, ἡ δὲ ἀπόφασις θὰ ληφθῇ ἀπὸ κοινοῦ μετὰ τὴν ἄφιξιν τοῦ Ἕλληνος ἀντιπροσώπου.: [1305, 369, 1570, 443]
right-col-c: [1305, 288, 1570, 738]
article-heading: Ο κ. ΒΕΝΙΖΕΛΟΣ ΒΑΘΕΩΣ ΤΕΘΛΙΜΜΕΝΟΣ: [760, 735, 1300, 770]
shop2-name: ΣΤΟΥ ΘΑΝΟΠΟΥΛΟΥ: [1075, 2002, 1276, 2024]
article-heading: Ο κ. ΒΕΝΙΖΕΛΟΣ ΑΠΗΛΘΕΝ ΕΚ ΡΩΜΗΣ: [760, 1100, 1300, 1136]
article-text: Τὰ γεγονότα τὰ ὁποῖα διεδραματίσθησαν εἰς Ἑλλάδα μετὰ τὰς ἐκλογὰς ἐδημιούργησαν νέαν κατάστασιν. Ἡ Κυβέρνησις τῆς Δημοκρατίας θὰ ἐξετάσῃ μετὰ τῶν Συμμάχων τὰ ληπτέα μέτρα.: [760, 399, 1030, 473]
shop2-address: Αἰόλου 183: [1136, 2025, 1215, 2039]
classified-heading: ΖΗΤΕΙΤΑΙ — ΚΑΜΑΡΙΒΡΑ: [330, 762, 462, 774]
col1-para: Εἰς τὰς ἐκφράσεις τοῦ βίου, μᾶς συνιστοῦν ὅπως δώσωμεν τὴν ἀπαιτουμένην προσοχὴν εἰς τὸ ζήτημα τῆς ἀκριβείας. Ἡ Ἀστυνομία διὰ τοῦ ἀνακοινωθέντος της διαβεβαιοῖ ὅτι ἡ ὑπερτίμησις τῶν τροφίμων θὰ καταπολεμηθῇ αὐστηρῶς καὶ οἱ παραβάται θὰ τιμωρηθοῦν.: [30, 1723, 270, 1842]
shop-line: Κάλτσαι μάλλιναι: [1119, 1887, 1232, 1901]
stamp-slogan: ΚΑΙ ΜΕ ΔΟΣΕΙΣ: [283, 1222, 391, 1236]
market-item: ΑΜΑΞΑΚΙΑ ΠΑΙΔΙΚΑ: [527, 1468, 645, 1481]
market-item: ΠΑΙΓΝΙΔΙΑ ΔΙΑΦΟΡΑ: [527, 1628, 648, 1641]
news-text: Ἡ Πανεπιστημιακὴ Σύγκλητος θὰ ἐγγράψῃ καὶ κατὰ τὸ ἔτος τοῦτο τοὺς φοιτητάς.: [520, 654, 745, 698]
shop-amp: & Σια: [1146, 1824, 1205, 1845]
article-heading: ΟΙ ΤΑΦΟΙ: [1378, 1110, 1502, 1140]
article-text: Προσέλθον ἐκ τῶν γνωστῶν ἐμπόρων τοῦ Πειραιῶς ἀπεφάσισαν νὰ διαθέσουν τὰ μαλλιὰ εἰς τιμὰς ὡρισμένας.: [1048, 1634, 1303, 1678]
dateline: ΡΩΜΗ, 12 Νοεμβρίου.: [760, 1142, 911, 1156]
article-text: κατέθεσεν ὅτι ἡ Κυβέρνησις τῆς Ἀγγλίας συμφωνεῖ πλήρως. Ἡ Κυβέρνησις ἐνεργεῖ ἐν συμφωνίᾳ μετὰ τῆς Ἀγγλίας καὶ τῆς Ἰταλίας διὰ τὴν λύσιν τοῦ ζητήματος τῶν συνθηκῶν τοῦ 1863—1864.: [1305, 288, 1570, 362]
olive-article: [760, 1735, 1040, 2075]
staff-heading: ΥΠΕΥΘΥΝΟΣ ΣΥΝΤΑΚΤΗΣ: [81, 141, 219, 153]
col1-para: Εἰς τὰς γαλλικὰς προθέσεις Ἰταλῶν καὶ Ἑλλήνων ἐφημερίδων ὅτι ἡ ἑλληνικὴ μεταβολὴ θὰ ἔχῃ ὡς ἀποτέλεσμα τὴν χαλάρωσιν τῆς πειθαρχίας εἰς τὸ μέτωπον, δίδουν τὴν ἀπάντησίν των αἱ νέαι νῖκαι τῶν Ἑλλήνων στρατιωτῶν κατὰ τοῦ ἐχθροῦ.: [30, 1253, 270, 1372]
news-heading: ΓΑΛΛΙΚΟΝ ΦΟΡΤΙΚΟΝ: [574, 882, 691, 894]
shop-line: Γάντια μάλλινα καὶ δερμάτινα: [1080, 1901, 1271, 1915]
classified-heading: ΕΥΚΑΙΡΙΑ: [349, 973, 443, 993]
column-rule: [515, 128, 516, 1368]
market-item: ΑΔΙΑΒΡΟΧΑ ΑΓΓΛΙΚΑ: [527, 1484, 651, 1497]
article-text: Ἀπελύθησαν οἱ ταμίαι Ἀ. Κωνσταντίνου, Π. Λάμπρου καὶ Ι. Μοσχονᾶς. Προσελήφθησαν ὡς ἔκτακτοι οἱ κ. κ. Ν. Θεοδώρου, Α. Μαρίνης καὶ Σ. Βασιλείου. Διωρίσθησαν ἐπίσης εἰς τὸ Ὑπουργεῖον Γεωργίας πέντε νέοι ὑπάλληλοι.: [760, 1735, 1040, 1824]
market-footer: ΤΙΜΑΙ ΑΣΥΝΑΓΩΝΙΣΤΟΙ: [524, 1647, 743, 1666]
dateline: ΠΑΡΙΣΙΟΙ, 12 Νοεμβρίου.: [760, 807, 932, 821]
stamp-ad: [282, 1061, 510, 1249]
article-subheading: ΔΕΝ ΔΥΝΑΤΑΙ ΠΛΕΟΝ ΤΙΠΟΤΕ ΝΑ ΠΡΑΞΗ: [760, 770, 1300, 801]
market-list: [521, 1451, 746, 1643]
